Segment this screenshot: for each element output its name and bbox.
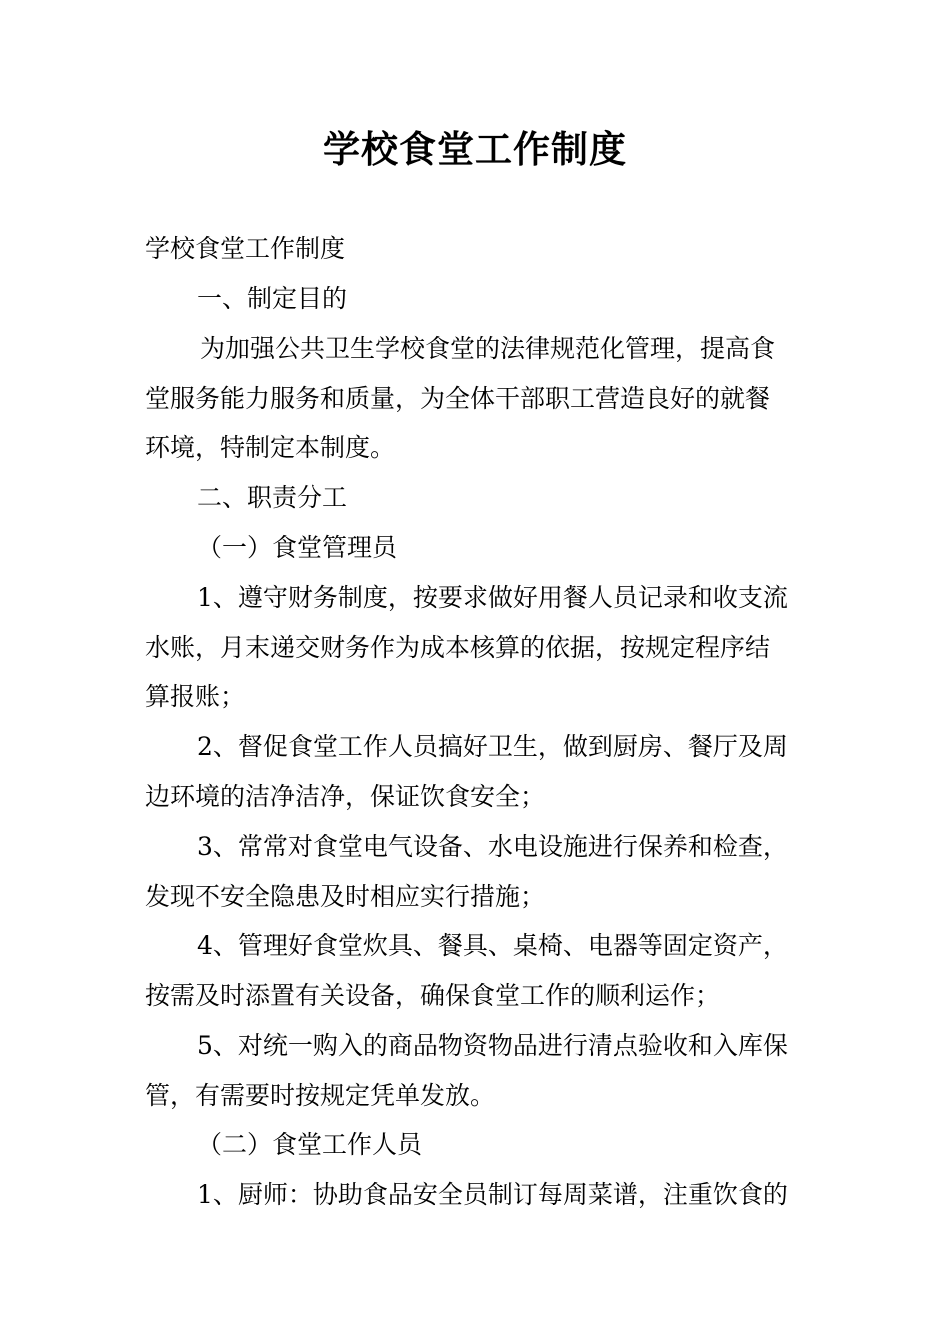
body-line-1: 学校食堂工作制度 (145, 234, 346, 263)
body-line-8: 1、遵守财务制度，按要求做好用餐人员记录和收支流 (197, 583, 788, 612)
body-line-4: 堂服务能力服务和质量，为全体干部职工营造良好的就餐 (145, 384, 771, 413)
body-line-9: 水账，月末递交财务作为成本核算的依据，按规定程序结 (145, 633, 771, 662)
body-line-15: 4、管理好食堂炊具、餐具、桌椅、电器等固定资产， (197, 931, 788, 960)
body-line-18: 管，有需要时按规定凭单发放。 (145, 1081, 496, 1110)
body-line-5: 环境，特制定本制度。 (145, 433, 396, 462)
body-line-13: 3、常常对食堂电气设备、水电设施进行保养和检查， (197, 832, 788, 861)
body-line-16: 按需及时添置有关设备，确保食堂工作的顺利运作； (145, 981, 721, 1010)
body-line-14: 发现不安全隐患及时相应实行措施； (145, 882, 546, 911)
subsection-heading-manager: （一）食堂管理员 (197, 533, 398, 562)
body-line-11: 2、督促食堂工作人员搞好卫生，做到厨房、餐厅及周 (197, 732, 788, 761)
subsection-heading-staff: （二）食堂工作人员 (197, 1130, 423, 1159)
section-heading-duties: 二、职责分工 (197, 483, 348, 512)
document-title: 学校食堂工作制度 (323, 128, 627, 171)
body-line-12: 边环境的洁净洁净，保证饮食安全； (145, 782, 546, 811)
body-line-10: 算报账； (145, 682, 246, 711)
body-line-17: 5、对统一购入的商品物资物品进行清点验收和入库保 (197, 1031, 788, 1060)
body-line-3: 为加强公共卫生学校食堂的法律规范化管理，提高食 (200, 334, 776, 363)
section-heading-purpose: 一、制定目的 (197, 284, 348, 313)
body-line-20: 1、厨师：协助食品安全员制订每周菜谱，注重饮食的 (197, 1180, 788, 1209)
